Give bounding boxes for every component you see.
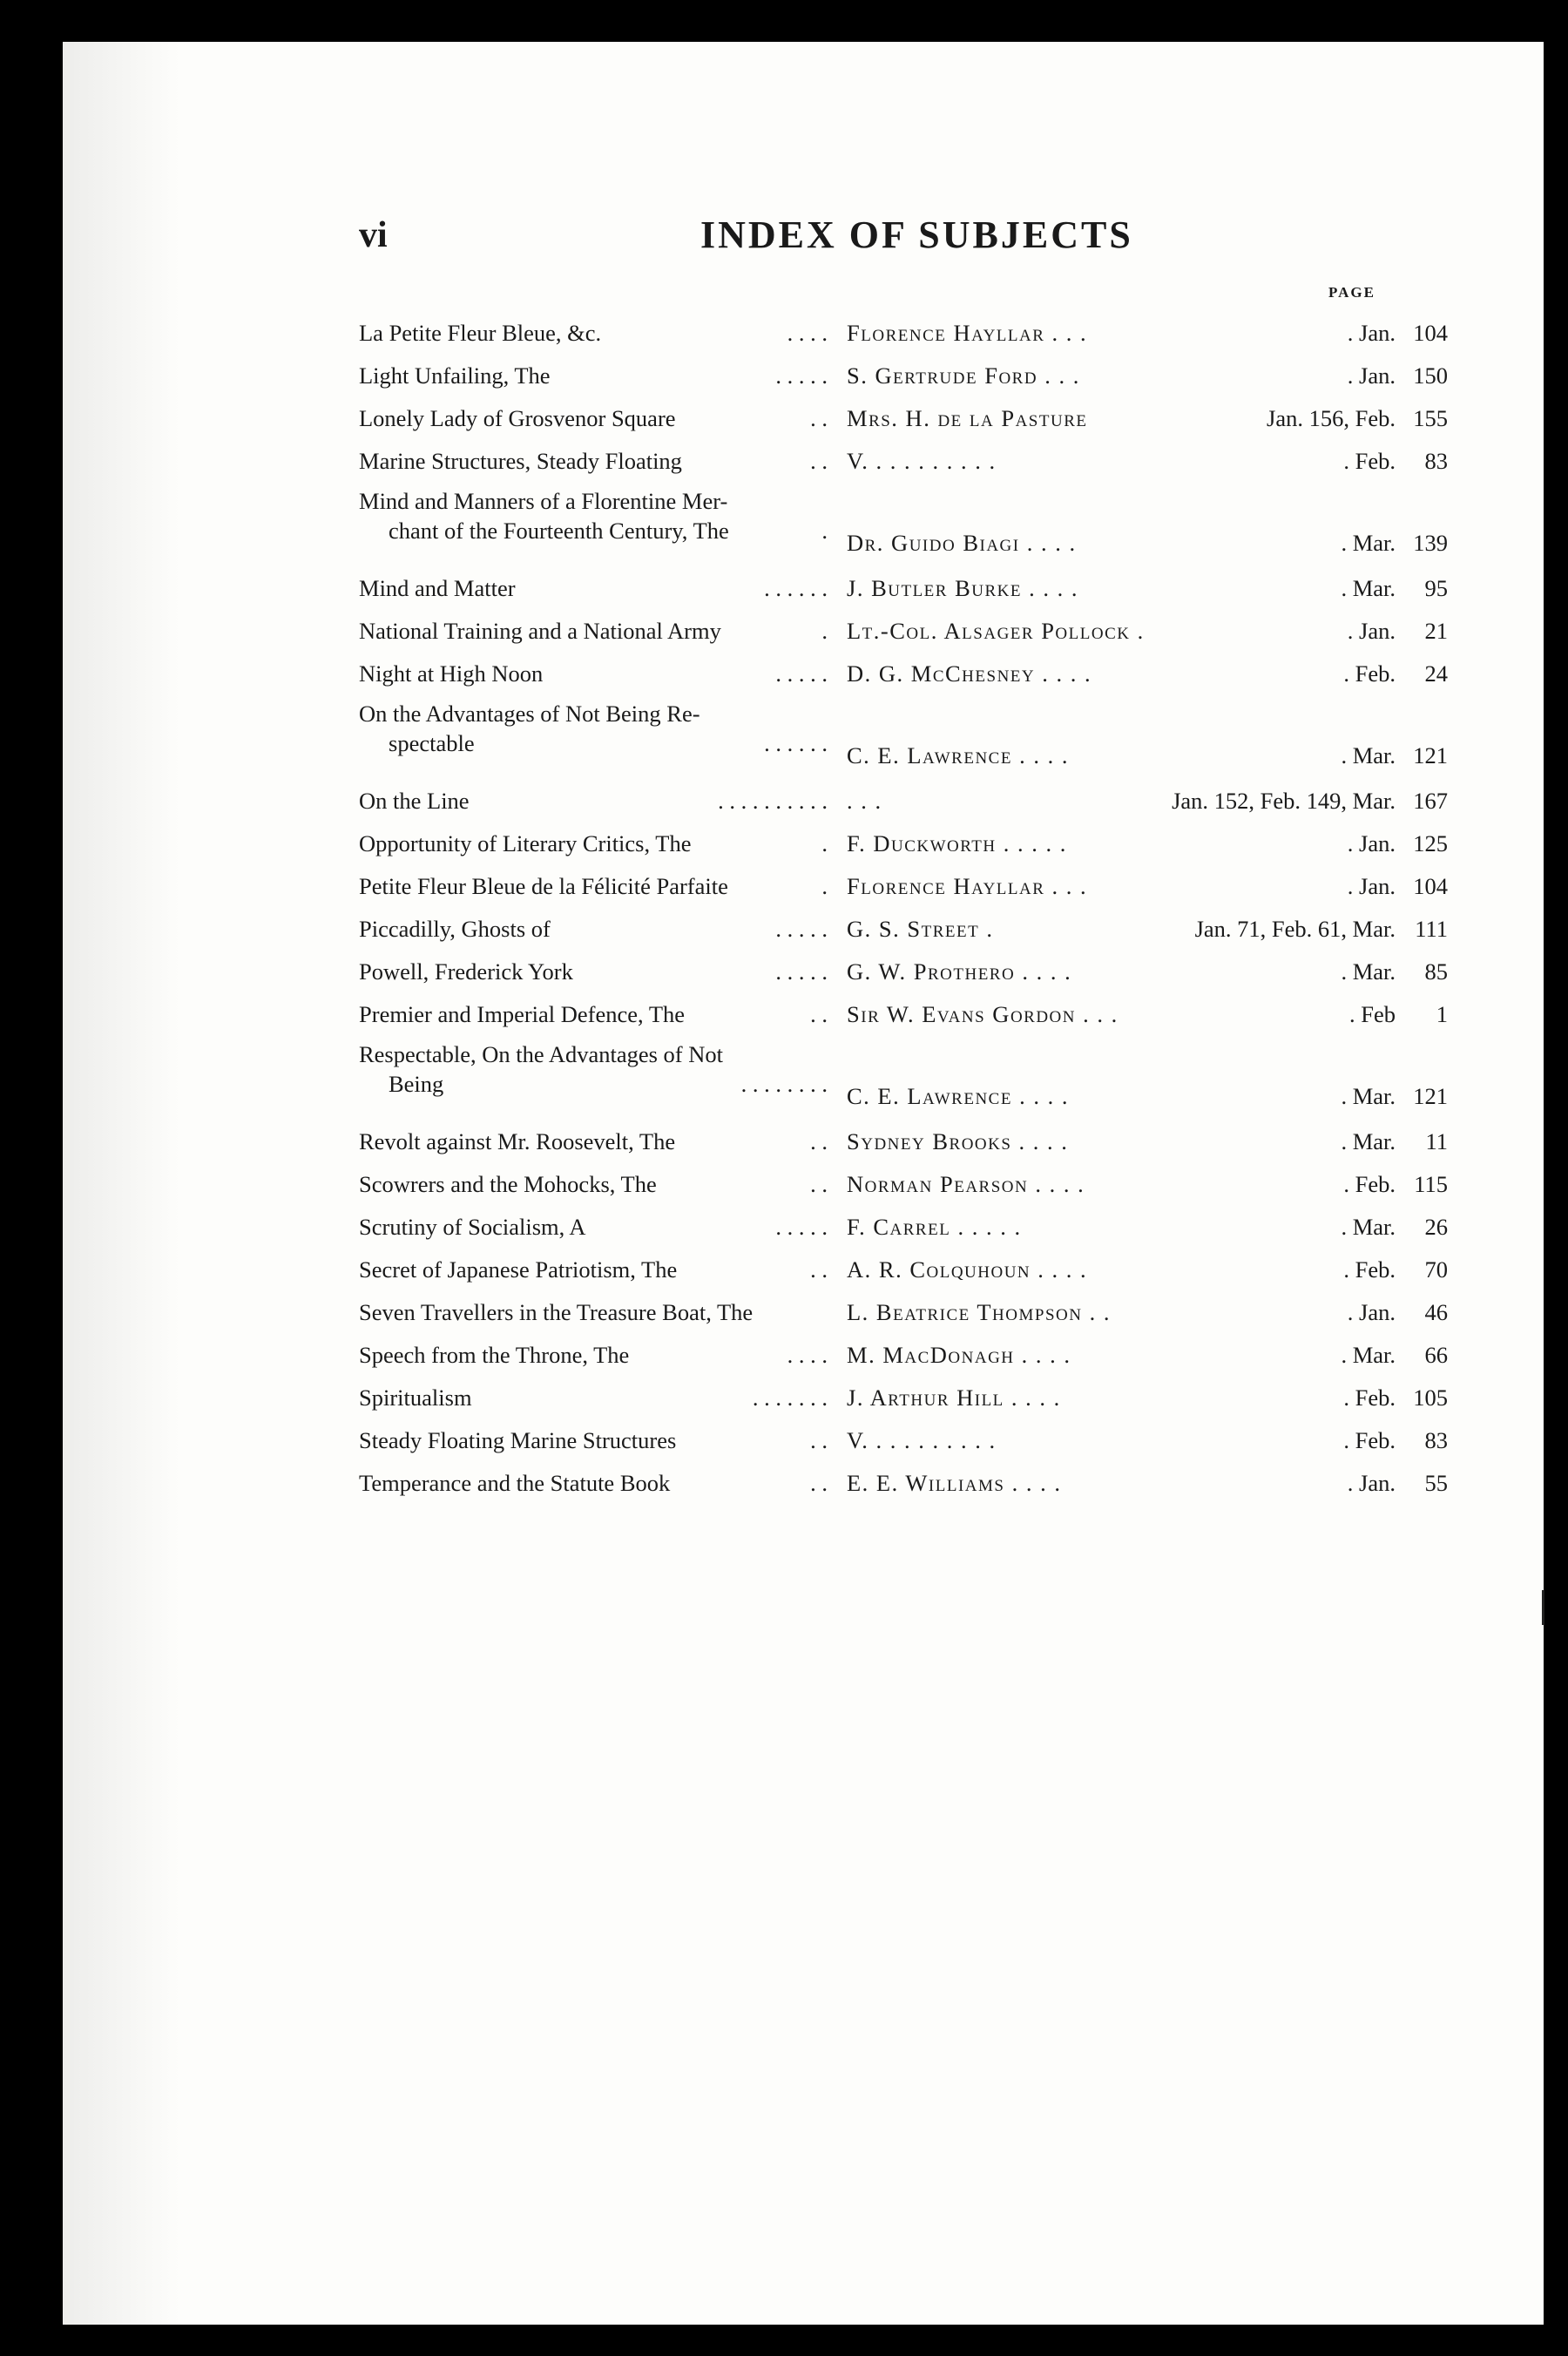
entry-month: . Feb (1349, 1001, 1396, 1027)
entry-month: . Jan. (1347, 320, 1396, 346)
dot-leader: . . . . (787, 1342, 828, 1368)
entry-author: G. S. Street . (847, 916, 994, 942)
entry-month: . Feb. (1343, 448, 1396, 474)
entry-page: 95 (1424, 575, 1448, 601)
index-entry (359, 1206, 1448, 1249)
entry-subject-line: Light Unfailing, The (359, 362, 551, 389)
entry-month: . Jan. (1347, 362, 1396, 389)
dot-leader: . . (810, 448, 828, 474)
entry-page: 167 (1413, 788, 1448, 814)
entry-month: . Mar. (1341, 958, 1396, 985)
entry-subject (359, 1039, 828, 1099)
entry-author: V. . . . . . . . . . (847, 448, 997, 474)
entry-page: 26 (1424, 1214, 1448, 1240)
index-entry (359, 1249, 1448, 1291)
entry-subject (359, 1340, 828, 1370)
entry-subject (359, 957, 828, 986)
entry-subject (359, 446, 828, 476)
entry-subject (359, 1297, 828, 1327)
entry-subject-line: Revolt against Mr. Roosevelt, The (359, 1128, 676, 1154)
entry-subject-line: Powell, Frederick York (359, 958, 573, 985)
entry-subject-line: National Training and a National Army (359, 618, 721, 644)
entry-month: . Mar. (1341, 1342, 1396, 1368)
index-entry (359, 567, 1448, 610)
entry-month: Jan. 152, Feb. 149, Mar. (1172, 788, 1396, 814)
dot-leader: . . . . . . . . . . (718, 788, 828, 814)
entry-month: . Jan. (1347, 1470, 1396, 1496)
entry-subject (359, 573, 828, 603)
entry-author: D. G. McChesney . . . . (847, 660, 1092, 687)
entry-author: V. . . . . . . . . . (847, 1427, 997, 1453)
entry-subject (359, 914, 828, 944)
entry-subject-line: Scrutiny of Socialism, A (359, 1214, 586, 1240)
entry-subject-line: Marine Structures, Steady Floating (359, 448, 682, 474)
entry-subject (359, 318, 828, 348)
entry-month: . Mar. (1341, 1128, 1396, 1154)
entry-subject (359, 699, 828, 758)
entry-page: 111 (1415, 916, 1448, 942)
index-entry (359, 1462, 1448, 1505)
dot-leader: . . . . . (775, 660, 828, 687)
entry-page: 55 (1424, 1470, 1448, 1496)
index-entry (359, 312, 1448, 355)
entry-subject-continuation: Being (389, 1071, 444, 1097)
entry-subject (359, 1468, 828, 1498)
entry-month: . Jan. (1347, 618, 1396, 644)
entry-page: 83 (1424, 448, 1448, 474)
entry-page: 104 (1413, 320, 1448, 346)
entry-month: . Mar. (1341, 1214, 1396, 1240)
entry-subject-line: Lonely Lady of Grosvenor Square (359, 405, 676, 431)
entry-month: . Feb. (1343, 660, 1396, 687)
page-gutter-shade (63, 42, 180, 2325)
dot-leader: . . . . . (775, 958, 828, 985)
dot-leader: . . . . . . (764, 730, 828, 756)
index-entry (359, 1419, 1448, 1462)
entry-subject-line: Opportunity of Literary Critics, The (359, 830, 692, 856)
entry-author: L. Beatrice Thompson . . (847, 1299, 1111, 1325)
entry-subject (359, 1383, 828, 1412)
entry-month: . Jan. (1347, 873, 1396, 899)
dot-leader: . . (810, 1128, 828, 1154)
entry-author: F. Duckworth . . . . . (847, 830, 1067, 856)
entry-subject-line: Temperance and the Statute Book (359, 1470, 671, 1496)
index-entry (359, 1334, 1448, 1377)
entry-author: Florence Hayllar . . . (847, 873, 1088, 899)
page-header (359, 209, 1230, 261)
entry-subject (359, 1255, 828, 1284)
dot-leader: . . . . . . . (752, 1384, 828, 1411)
entry-subject-line: Premier and Imperial Defence, The (359, 1001, 686, 1027)
index-entry (359, 1163, 1448, 1206)
entry-author: Mrs. H. de la Pasture (847, 405, 1088, 431)
index-entry (359, 610, 1448, 653)
entry-subject-line: Petite Fleur Bleue de la Félicité Parfaite (359, 873, 728, 899)
entry-page: 125 (1413, 830, 1448, 856)
entry-subject-continuation: chant of the Fourteenth Century, The (389, 518, 729, 544)
entry-subject (359, 486, 828, 545)
entry-subject-line: Spiritualism (359, 1384, 472, 1411)
entry-page: 105 (1413, 1384, 1448, 1411)
entry-subject (359, 829, 828, 858)
entry-page: 66 (1424, 1342, 1448, 1368)
entry-subject (359, 1212, 828, 1242)
index-entry (359, 951, 1448, 993)
page-title: INDEX OF SUBJECTS (700, 213, 1133, 256)
dot-leader: . . . . . (775, 916, 828, 942)
entry-subject-line: Piccadilly, Ghosts of (359, 916, 551, 942)
index-entry (359, 653, 1448, 695)
dot-leader: . . (810, 1427, 828, 1453)
entry-page: 70 (1424, 1256, 1448, 1283)
entry-subject-line: La Petite Fleur Bleue, &c. (359, 320, 602, 346)
page-folio: vi (359, 215, 388, 255)
entry-month: . Mar. (1341, 742, 1396, 768)
entry-subject (359, 1425, 828, 1455)
entry-author: G. W. Prothero . . . . (847, 958, 1072, 985)
entry-subject-line: Steady Floating Marine Structures (359, 1427, 677, 1453)
entry-month: Jan. 156, Feb. (1267, 405, 1396, 431)
entry-subject (359, 403, 828, 433)
index-entry (359, 1377, 1448, 1419)
entry-subject (359, 871, 828, 901)
entry-page: 83 (1424, 1427, 1448, 1453)
index-entry (359, 780, 1448, 823)
entry-subject-line: Seven Travellers in the Treasure Boat, The (359, 1299, 754, 1325)
entry-author: F. Carrel . . . . . (847, 1214, 1022, 1240)
entry-month: . Jan. (1347, 1299, 1396, 1325)
entry-subject-line: On the Advantages of Not Being Re- (359, 701, 700, 727)
entry-author: E. E. Williams . . . . (847, 1470, 1062, 1496)
index-entries (359, 312, 1448, 1505)
entry-author: J. Arthur Hill . . . . (847, 1384, 1061, 1411)
entry-page: 24 (1424, 660, 1448, 687)
entry-subject-line: Scowrers and the Mohocks, The (359, 1171, 657, 1197)
index-entry (359, 993, 1448, 1036)
entry-author: Sir W. Evans Gordon . . . (847, 1001, 1119, 1027)
entry-subject-line: Night at High Noon (359, 660, 544, 687)
entry-page: 21 (1424, 618, 1448, 644)
entry-subject (359, 1169, 828, 1199)
entry-month: . Jan. (1347, 830, 1396, 856)
entry-subject (359, 659, 828, 688)
entry-month: Jan. 71, Feb. 61, Mar. (1194, 916, 1396, 942)
entry-page: 150 (1413, 362, 1448, 389)
entry-page: 85 (1424, 958, 1448, 985)
entry-subject-continuation: spectable (389, 730, 475, 756)
entry-page: 139 (1413, 530, 1448, 556)
entry-author: Dr. Guido Biagi . . . . (847, 530, 1077, 556)
index-entry (359, 355, 1448, 397)
entry-author: J. Butler Burke . . . . (847, 575, 1078, 601)
entry-month: . Feb. (1343, 1427, 1396, 1453)
entry-author: Lt.-Col. Alsager Pollock . (847, 618, 1145, 644)
entry-page: 155 (1413, 405, 1448, 431)
index-entry (359, 695, 1448, 780)
entry-month: . Feb. (1343, 1171, 1396, 1197)
dot-leader: . (821, 830, 828, 856)
index-entry (359, 397, 1448, 440)
entry-author: Norman Pearson . . . . (847, 1171, 1085, 1197)
dot-leader: . (821, 618, 828, 644)
dot-leader: . . . . (787, 320, 828, 346)
entry-month: . Mar. (1341, 1083, 1396, 1109)
entry-subject-line: On the Line (359, 788, 470, 814)
entry-subject (359, 361, 828, 390)
index-entry (359, 1036, 1448, 1120)
dot-leader: . . (810, 1256, 828, 1283)
index-entry (359, 865, 1448, 908)
entry-author: M. MacDonagh . . . . (847, 1342, 1071, 1368)
entry-page: 46 (1424, 1299, 1448, 1325)
index-entry (359, 440, 1448, 483)
entry-subject (359, 786, 828, 816)
entry-page: 121 (1413, 742, 1448, 768)
index-entry (359, 823, 1448, 865)
dot-leader: . . (810, 1171, 828, 1197)
dot-leader: . (821, 518, 828, 544)
entry-month: . Mar. (1341, 530, 1396, 556)
entry-subject-line: Mind and Manners of a Florentine Mer- (359, 488, 728, 514)
entry-author: Sydney Brooks . . . . (847, 1128, 1069, 1154)
index-entry (359, 1120, 1448, 1163)
index-entry (359, 483, 1448, 567)
entry-page: 115 (1414, 1171, 1448, 1197)
entry-subject (359, 1127, 828, 1156)
dot-leader: . . . . . . . . (740, 1071, 828, 1097)
entry-month: . Feb. (1343, 1384, 1396, 1411)
page-column-header: PAGE (1328, 284, 1375, 301)
entry-author: C. E. Lawrence . . . . (847, 1083, 1069, 1109)
entry-author: S. Gertrude Ford . . . (847, 362, 1080, 389)
entry-subject-line: Mind and Matter (359, 575, 516, 601)
entry-page: 1 (1436, 1001, 1448, 1027)
dot-leader: . (821, 873, 828, 899)
dot-leader: . . (810, 1470, 828, 1496)
index-entry (359, 1291, 1448, 1334)
entry-month: . Feb. (1343, 1256, 1396, 1283)
entry-author: C. E. Lawrence . . . . (847, 742, 1069, 768)
entry-page: 121 (1413, 1083, 1448, 1109)
entry-subject-line: Speech from the Throne, The (359, 1342, 630, 1368)
dot-leader: . . (810, 405, 828, 431)
scan-edge-mark (1542, 1590, 1544, 1625)
entry-author: . . . (847, 788, 882, 814)
entry-page: 104 (1413, 873, 1448, 899)
dot-leader: . . . . . (775, 1214, 828, 1240)
entry-subject (359, 999, 828, 1029)
dot-leader: . . . . . . (764, 575, 828, 601)
entry-author: Florence Hayllar . . . (847, 320, 1088, 346)
entry-month: . Mar. (1341, 575, 1396, 601)
entry-author: A. R. Colquhoun . . . . (847, 1256, 1088, 1283)
dot-leader: . . (810, 1001, 828, 1027)
entry-subject-line: Respectable, On the Advantages of Not (359, 1041, 723, 1067)
entry-page: 11 (1425, 1128, 1448, 1154)
dot-leader: . . . . . (775, 362, 828, 389)
entry-subject-line: Secret of Japanese Patriotism, The (359, 1256, 678, 1283)
entry-subject (359, 616, 828, 646)
index-entry (359, 908, 1448, 951)
